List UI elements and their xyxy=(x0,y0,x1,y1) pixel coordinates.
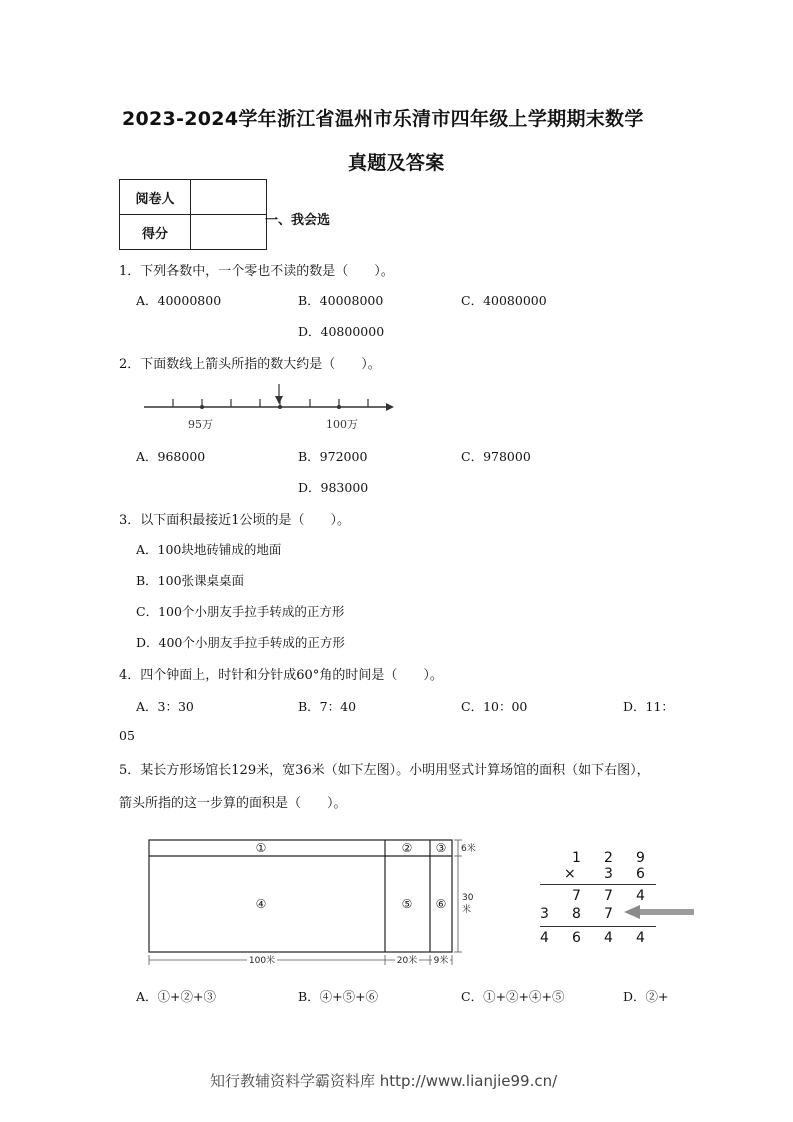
calc-r5-d4: 4 xyxy=(636,930,645,946)
calc-r1-d1: 1 xyxy=(572,850,581,866)
score-cell xyxy=(191,215,267,250)
region-5-label: ⑤ xyxy=(401,897,413,911)
q3-option-a: A．100块地砖铺成的地面 xyxy=(136,542,282,557)
vertical-multiplication xyxy=(530,846,700,956)
calc-r3-d1: 7 xyxy=(572,888,581,904)
q4-option-d-cont: 05 xyxy=(119,728,135,743)
dim-100m: 100米 xyxy=(248,956,276,966)
q5-option-a: A．①+②+③ xyxy=(136,989,216,1004)
q1-option-a: A．40000800 xyxy=(136,293,222,308)
q3-text: 3．以下面积最接近1公顷的是（ ）。 xyxy=(119,513,351,528)
q5-text-line2: 箭头所指的这一步算的面积是（ ）。 xyxy=(119,796,347,811)
calc-r3-d2: 7 xyxy=(604,888,613,904)
calc-r3-d3: 4 xyxy=(636,888,645,904)
q4-text: 4．四个钟面上，时针和分针成60°角的时间是（ ）。 xyxy=(119,668,443,683)
q4-option-d: D．11： xyxy=(623,699,674,714)
dim-30-unit: 米 xyxy=(462,905,472,915)
doc-title-line1: 2023-2024学年浙江省温州市乐清市四年级上学期期末数学 xyxy=(122,108,644,130)
calc-times-sign: × xyxy=(564,866,576,882)
number-line-label-100: 100万 xyxy=(326,418,358,431)
doc-title-line2: 真题及答案 xyxy=(348,152,445,174)
footer-link[interactable]: 知行教辅资料学霸资料库 http://www.lianjie99.cn/ xyxy=(210,1072,558,1090)
q4-option-c: C．10：00 xyxy=(461,699,528,714)
calc-r4-d2: 8 xyxy=(572,906,581,922)
q2-text: 2．下面数线上箭头所指的数大约是（ ）。 xyxy=(119,357,381,372)
dim-30: 30 xyxy=(462,893,474,903)
calc-r1-d3: 9 xyxy=(636,850,645,866)
q4-option-a: A．3：30 xyxy=(136,699,194,714)
field-area-figure xyxy=(145,834,490,968)
q4-option-b: B．7：40 xyxy=(298,699,357,714)
q3-option-b: B．100张课桌桌面 xyxy=(136,573,245,588)
region-3-label: ③ xyxy=(435,841,447,855)
q5-option-b: B．④+⑤+⑥ xyxy=(298,989,379,1004)
calc-r1-d2: 2 xyxy=(604,850,613,866)
reviewer-label: 阅卷人 xyxy=(120,180,191,215)
q2-option-d: D．983000 xyxy=(298,480,369,495)
score-table xyxy=(119,179,267,250)
q5-option-d: D．②+ xyxy=(623,989,669,1004)
left-arrow-icon xyxy=(624,904,696,920)
region-1-label: ① xyxy=(255,841,267,855)
q1-option-d: D．40800000 xyxy=(298,324,385,339)
calc-line-2 xyxy=(540,926,656,927)
q2-option-c: C．978000 xyxy=(461,449,531,464)
q5-text-line1: 5．某长方形场馆长129米，宽36米（如下左图）。小明用竖式计算场馆的面积（如下右图）， xyxy=(119,763,650,778)
calc-r5-d2: 6 xyxy=(572,930,581,946)
number-line-figure xyxy=(140,382,400,438)
dim-6m: 6米 xyxy=(461,844,476,854)
region-6-label: ⑥ xyxy=(435,897,447,911)
region-4-label: ④ xyxy=(255,897,267,911)
section-heading: 一、我会选 xyxy=(265,213,331,228)
score-label: 得分 xyxy=(120,215,191,250)
q1-option-c: C．40080000 xyxy=(461,293,547,308)
q2-option-b: B．972000 xyxy=(298,449,368,464)
calc-line-1 xyxy=(540,884,656,885)
q3-option-d: D．400个小朋友手拉手转成的正方形 xyxy=(136,635,345,650)
calc-r4-d3: 7 xyxy=(604,906,613,922)
number-line-label-95: 95万 xyxy=(188,418,213,431)
region-2-label: ② xyxy=(401,841,413,855)
q1-text: 1．下列各数中，一个零也不读的数是（ ）。 xyxy=(119,264,394,279)
q5-option-c: C．①+②+④+⑤ xyxy=(461,989,565,1004)
dim-9m: 9米 xyxy=(433,956,449,966)
q1-option-b: B．40008000 xyxy=(298,293,384,308)
reviewer-cell xyxy=(191,180,267,215)
calc-r2-d2: 6 xyxy=(636,866,645,882)
dim-20m: 20米 xyxy=(396,956,418,966)
q3-option-c: C．100个小朋友手拉手转成的正方形 xyxy=(136,604,345,619)
calc-r4-d1: 3 xyxy=(540,906,549,922)
calc-r2-d1: 3 xyxy=(604,866,613,882)
q2-option-a: A．968000 xyxy=(136,449,206,464)
calc-r5-d3: 4 xyxy=(604,930,613,946)
calc-r5-d1: 4 xyxy=(540,930,549,946)
